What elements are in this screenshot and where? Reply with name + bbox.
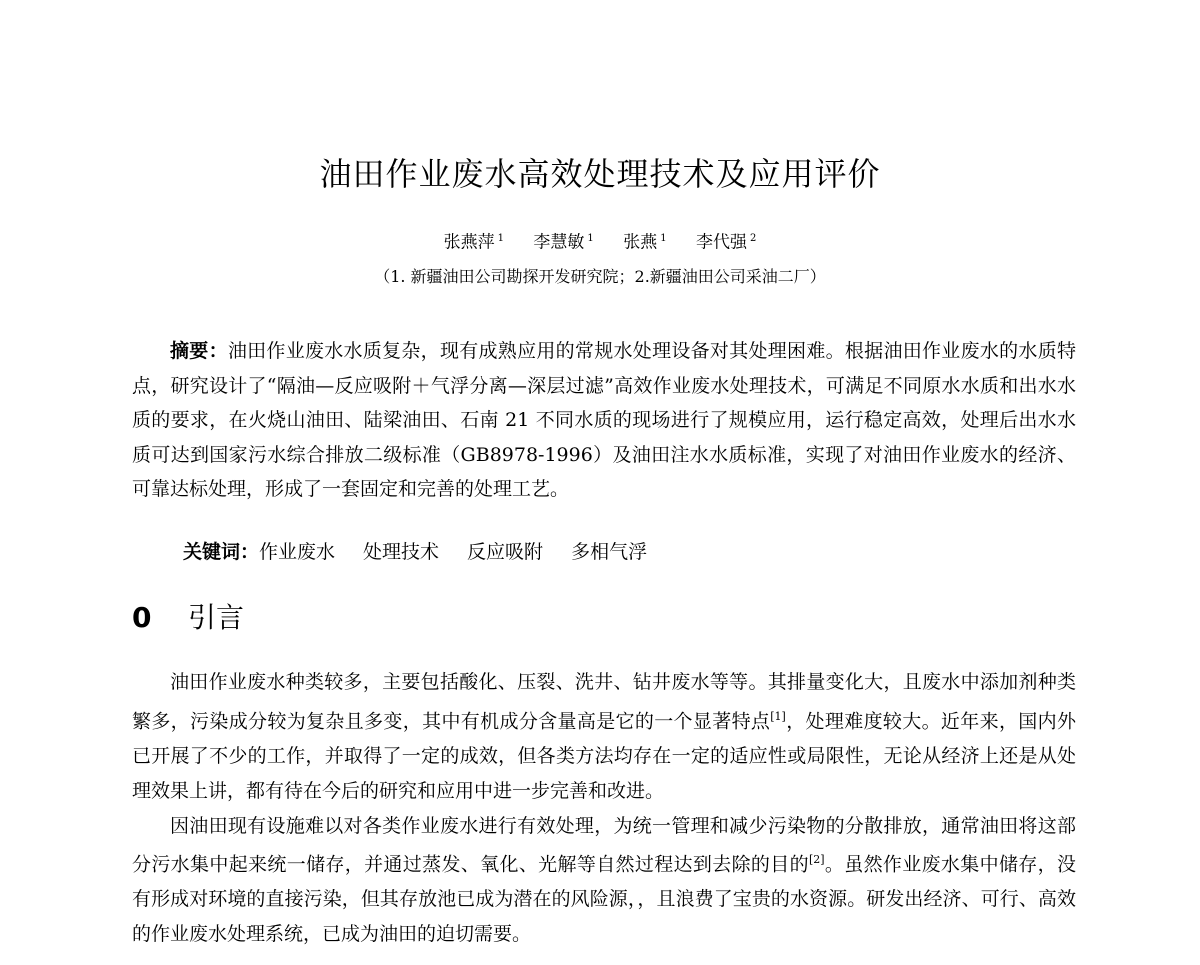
keyword: 作业废水 [259,541,336,563]
keywords [183,536,1083,568]
section-title: 引言 [188,601,245,634]
paragraph-text: ，处理难度较大。近年来，国内外已开展了不少的工作，并取得了一定的成效，但各类方法均存在一定的适应性或局限性，无论从经济上还是从处理效果上讲，都有待在今后的研究和应用中进一步完善和改进。 [132,710,1076,802]
paragraph [132,809,1076,953]
paragraph [132,665,1076,809]
paragraph-text: 。虽然作业废水集中储存，没有形成对环境的直接污染，但其存放池已成为潜在的风险源，，且浪费了宝贵的水资源。研发出经济、可行、高效的作业废水处理系统，已成为油田的迫切需要。 [132,853,1076,946]
citation-ref: [2] [808,853,825,867]
author [444,225,504,257]
author [533,225,593,257]
keywords-label: 关键词： [183,541,260,563]
author [623,225,666,257]
abstract-label: 摘要： [170,340,228,362]
affiliation-line: （1. 新疆油田公司勘探开发研究院；2.新疆油田公司采油二厂） [374,267,826,286]
author-affiliation-mark: 1 [587,233,594,244]
section-number: 0 [132,601,152,634]
paragraph-text: 油田作业废水种类较多，主要包括酸化、压裂、洗井、钻井废水等等。其排量变化大，且废水中添加剂种类繁多，污染成分较为复杂且多变，其中有机成分含量高是它的一个显著特点 [132,671,1076,733]
author-list [0,225,1200,257]
author-affiliation-mark: 2 [749,233,757,244]
author-name: 张燕 [623,232,658,253]
paper-title: 油田作业废水高效处理技术及应用评价 [319,155,881,193]
keyword: 多相气浮 [571,541,648,563]
abstract [132,334,1076,507]
section-heading [132,598,244,638]
paragraph-text: 因油田现有设施难以对各类作业废水进行有效处理，为统一管理和减少污染物的分散排放，通常油田将这部分污水集中起来统一储存，并通过蒸发、氧化、光解等自然过程达到去除的目的 [132,814,1076,876]
abstract-text: 油田作业废水水质复杂，现有成熟应用的常规水处理设备对其处理困难。根据油田作业废水的水质特点，研究设计了“隔油—反应吸附＋气浮分离—深层过滤”高效作业废水处理技术，可满足不同原水水质和出水水质的要求，在火烧山油田、陆梁油田、石南 21 不同水质的现场进行了规模应用，运行稳定高效，处理后出水水质可达到国家污水综合排放二级标准（GB8978-1996）及油田注水水质标准，实现了对油田作业废水的经济、可靠达标处理，形成了一套固定和完善的处理工艺。 [132,340,1076,500]
citation-ref: [1] [770,709,786,723]
author-name: 张燕萍 [443,232,495,253]
author-name: 李慧敏 [533,232,585,253]
author-affiliation-mark: 1 [497,233,505,244]
body-text [132,665,1076,952]
author-affiliation-mark: 1 [660,233,667,244]
author-name: 李代强 [695,232,747,253]
keyword: 处理技术 [363,541,440,563]
keyword: 反应吸附 [467,541,544,563]
author [696,225,756,257]
